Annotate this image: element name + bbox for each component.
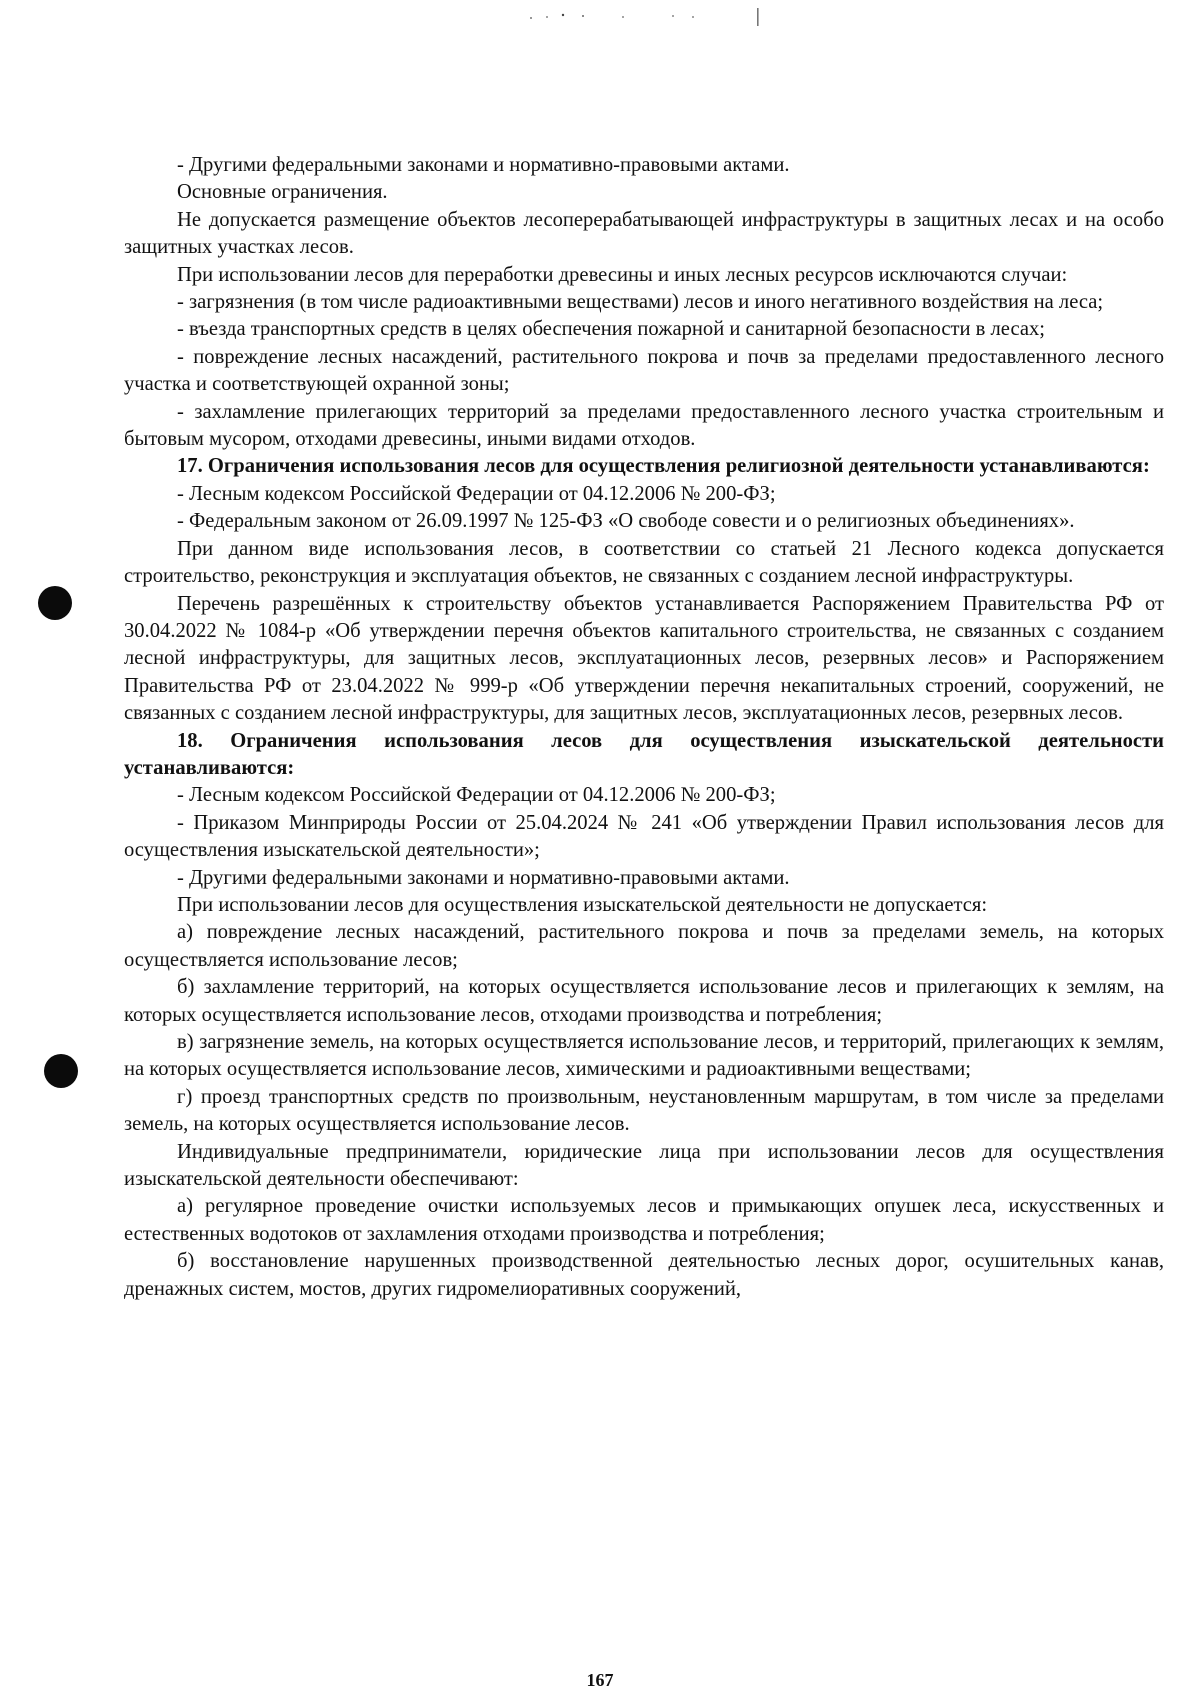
section-heading: 18. Ограничения использования лесов для осуществления изыскательской деятельности устанавливаются: bbox=[124, 729, 1164, 779]
paragraph: - Другими федеральными законами и нормативно-правовыми актами. bbox=[177, 154, 790, 176]
page-number: 167 bbox=[586, 1670, 614, 1690]
paragraph: - захламление прилегающих территорий за пределами предоставленного лесного участка строительным и бытовым мусором, отходами древесины, иными видами отходов. bbox=[124, 400, 1164, 451]
document-body bbox=[124, 152, 1164, 1303]
paragraph: б) восстановление нарушенных производственной деятельностью лесных дорог, осушительных канав, дренажных систем, мостов, других гидромелиоративных сооружений, bbox=[124, 1250, 1164, 1300]
paragraph: Индивидуальные предприниматели, юридические лица при использовании лесов для осуществления изыскательской деятельности обеспечивают: bbox=[124, 1140, 1164, 1191]
paragraph: - повреждение лесных насаждений, растительного покрова и почв за пределами предоставленного лесного участка и соответствующей охранной зоны; bbox=[124, 345, 1164, 396]
paragraph: - Приказом Минприроды России от 25.04.2024 № 241 «Об утверждении Правил использования лесов для осуществления изыскательской деятельности»; bbox=[124, 811, 1164, 862]
paragraph: - въезда транспортных средств в целях обеспечения пожарной и санитарной безопасности в лесах; bbox=[177, 318, 1045, 341]
paragraph: а) регулярное проведение очистки используемых лесов и примыкающих опушек леса, искусственных и естественных водотоков от захламления отходами производства и потребления; bbox=[124, 1195, 1164, 1245]
paragraph: Не допускается размещение объектов лесоперерабатывающей инфраструктуры в защитных лесах и на особо защитных участках лесов. bbox=[124, 208, 1164, 259]
paragraph: При использовании лесов для осуществления изыскательской деятельности не допускается: bbox=[177, 893, 988, 916]
punch-hole bbox=[38, 586, 72, 620]
paragraph: - Федеральным законом от 26.09.1997 № 125-ФЗ «О свободе совести и о религиозных объединениях». bbox=[177, 510, 1075, 533]
paragraph: в) загрязнение земель, на которых осуществляется использование лесов, и территорий, прилегающих к землям, на которых осуществляется использование лесов, химическими и радиоактивными веществами; bbox=[124, 1031, 1164, 1081]
paragraph: Перечень разрешённых к строительству объектов устанавливается Распоряжением Правительства РФ от 30.04.2022 № 1084-р «Об утверждении перечня объектов капитального строительства, не связанных с созданием лесной инфраструктуры, для защитных лесов, эксплуатационных лесов, резервных лесов» и Распоряжением Правительства РФ от 23.04.2022 № 999-р «Об утверждении перечня некапитальных строений, сооружений, не связанных с созданием лесной инфраструктуры, для защитных лесов, эксплуатационных лесов, резервных лесов. bbox=[124, 592, 1164, 725]
paragraph: При данном виде использования лесов, в соответствии со статьей 21 Лесного кодекса допускается строительство, реконструкция и эксплуатация объектов, не связанных с созданием лесной инфраструктуры. bbox=[124, 537, 1164, 588]
paragraph: б) захламление территорий, на которых осуществляется использование лесов и прилегающих к землям, на которых осуществляется использование лесов, отходами производства и потребления; bbox=[124, 976, 1164, 1026]
paragraph: - Лесным кодексом Российской Федерации от 04.12.2006 № 200-ФЗ; bbox=[177, 482, 776, 505]
paragraph: При использовании лесов для переработки древесины и иных лесных ресурсов исключаются случаи: bbox=[177, 263, 1068, 286]
paragraph: - загрязнения (в том числе радиоактивными веществами) лесов и иного негативного воздействия на леса; bbox=[177, 291, 1104, 314]
scan-specks bbox=[525, 6, 765, 28]
punch-hole bbox=[44, 1054, 78, 1088]
paragraph: Основные ограничения. bbox=[177, 181, 388, 204]
section-heading: 17. Ограничения использования лесов для осуществления религиозной деятельности устанавливаются: bbox=[177, 455, 1150, 478]
paragraph: а) повреждение лесных насаждений, растительного покрова и почв за пределами земель, на которых осуществляется использование лесов; bbox=[124, 921, 1164, 971]
paragraph: г) проезд транспортных средств по произвольным, неустановленным маршрутам, в том числе за пределами земель, на которых осуществляется использование лесов. bbox=[124, 1085, 1164, 1136]
paragraph: - Другими федеральными законами и нормативно-правовыми актами. bbox=[177, 866, 790, 889]
paragraph: - Лесным кодексом Российской Федерации от 04.12.2006 № 200-ФЗ; bbox=[177, 784, 776, 807]
